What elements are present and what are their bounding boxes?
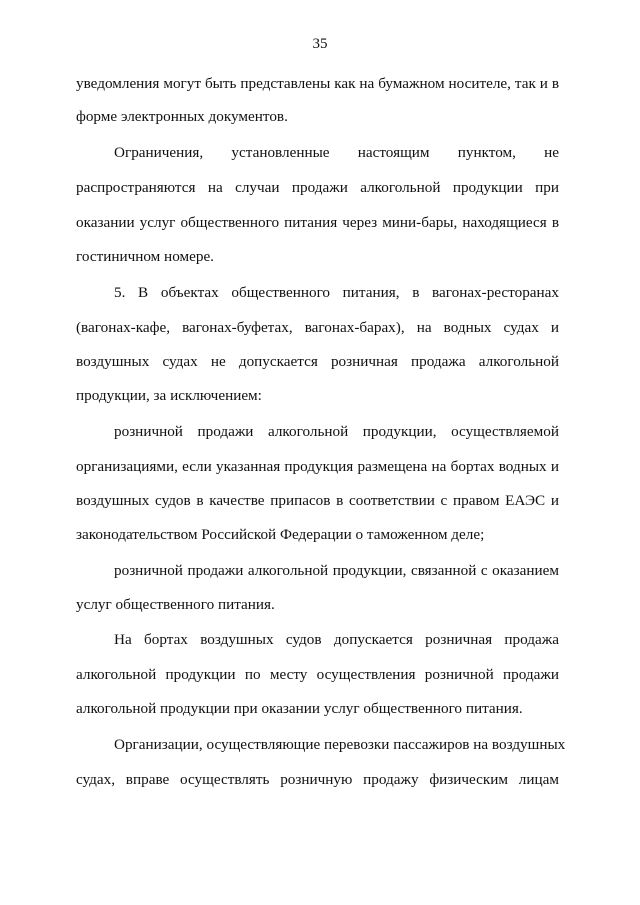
text-line: законодательством Российской Федерации о таможенном деле; <box>76 526 485 543</box>
text-line: воздушных судах не допускается розничная продажа алкогольной <box>76 353 559 370</box>
text-line: алкогольной продукции по месту осуществления розничной продажи <box>76 666 559 683</box>
text-line: воздушных судов в качестве припасов в соответствии с правом ЕАЭС и <box>76 492 559 509</box>
text-line: организациями, если указанная продукция размещена на бортах водных и <box>76 458 559 475</box>
text-line: гостиничном номере. <box>76 248 214 265</box>
text-line: Организации, осуществляющие перевозки пассажиров на воздушных <box>114 736 566 753</box>
page-number: 35 <box>312 36 328 52</box>
text-line: уведомления могут быть представлены как на бумажном носителе, так и в <box>76 75 559 92</box>
text-line: Ограничения, установленные настоящим пунктом, не <box>114 144 559 161</box>
text-line: (вагонах-кафе, вагонах-буфетах, вагонах-барах), на водных судах и <box>76 319 559 336</box>
text-line: розничной продажи алкогольной продукции, связанной с оказанием <box>114 562 559 579</box>
text-line: На бортах воздушных судов допускается розничная продажа <box>114 631 559 648</box>
text-line: розничной продажи алкогольной продукции, осуществляемой <box>114 423 559 440</box>
text-line: распространяются на случаи продажи алкогольной продукции при <box>76 179 559 196</box>
text-line: продукции, за исключением: <box>76 387 262 404</box>
text-line: 5. В объектах общественного питания, в вагонах-ресторанах <box>114 284 559 301</box>
text-line: оказании услуг общественного питания через мини-бары, находящиеся в <box>76 214 559 231</box>
text-line: судах, вправе осуществлять розничную продажу физическим лицам <box>76 771 559 788</box>
text-line: алкогольной продукции при оказании услуг общественного питания. <box>76 700 523 717</box>
text-line: форме электронных документов. <box>76 108 288 125</box>
text-line: услуг общественного питания. <box>76 596 275 613</box>
